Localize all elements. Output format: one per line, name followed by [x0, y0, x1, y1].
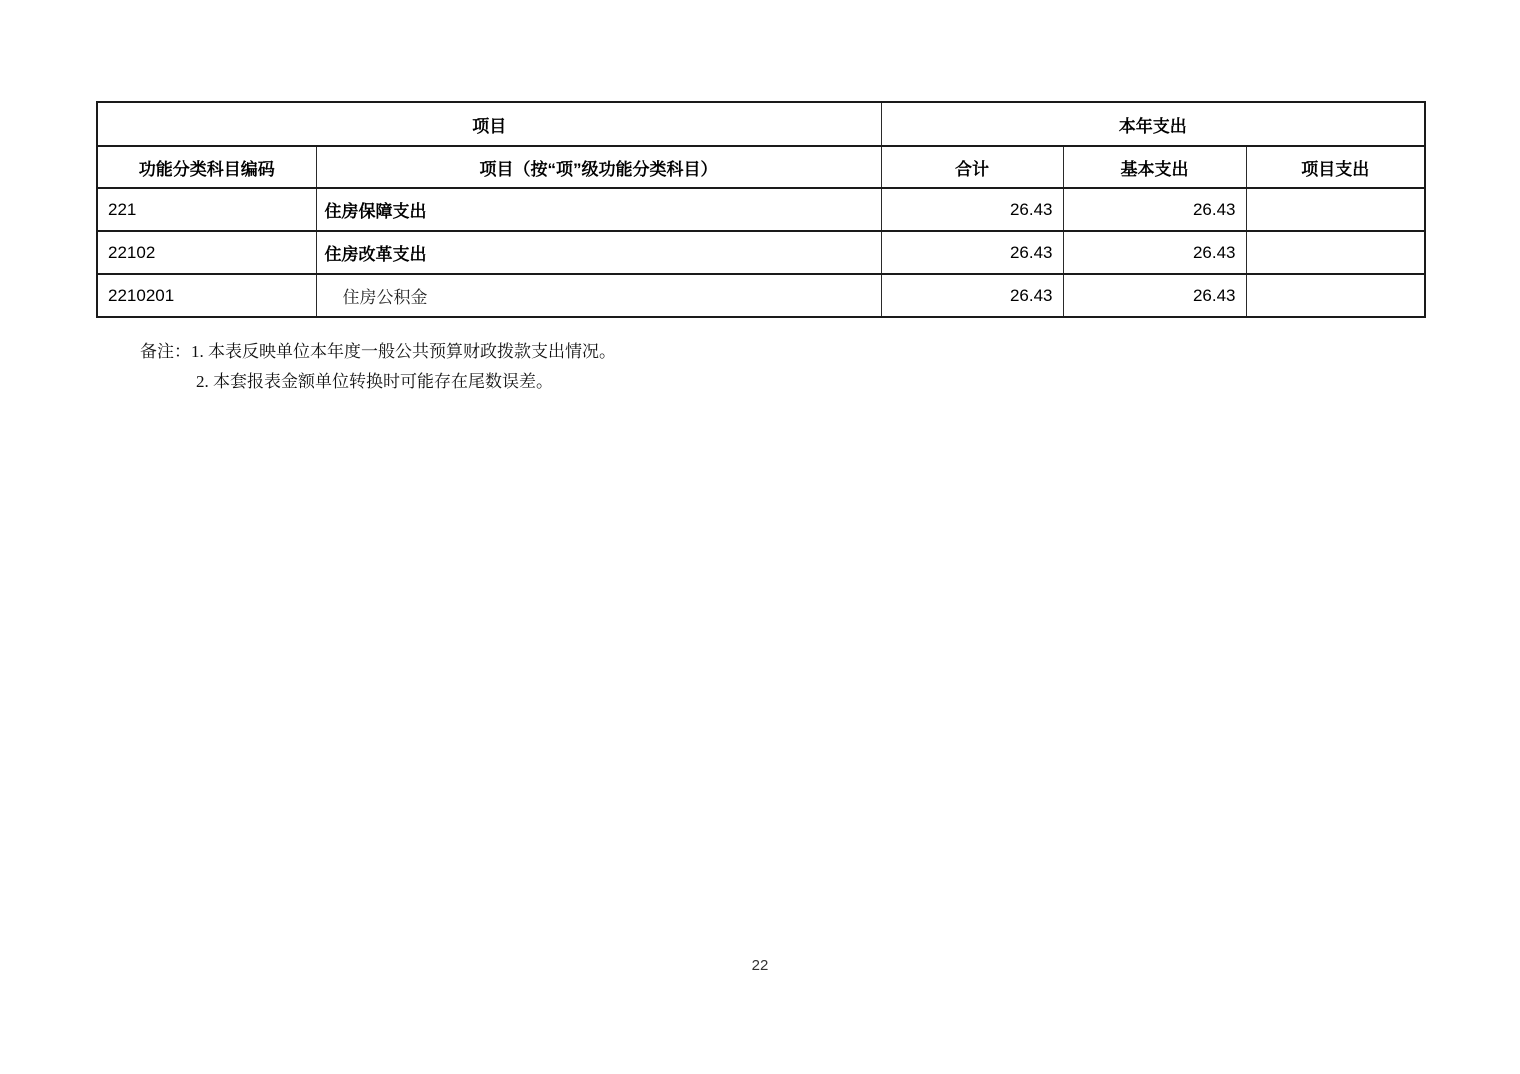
- table-row: [97, 188, 1425, 231]
- budget-expenditure-table: [96, 101, 1426, 318]
- row-total: 26.43: [881, 188, 1063, 231]
- row-project-exp: [1246, 188, 1425, 231]
- table-header-group-row: [97, 102, 1425, 146]
- table-row: [97, 274, 1425, 317]
- notes-label: 备注：: [140, 342, 191, 361]
- note-line-2: [140, 367, 616, 397]
- row-code: 2210201: [97, 274, 316, 317]
- row-code: 221: [97, 188, 316, 231]
- header-function-code: 功能分类科目编码: [97, 146, 316, 188]
- notes-block: [140, 337, 616, 397]
- header-project-group: 项目: [97, 102, 881, 146]
- header-current-year-group: 本年支出: [881, 102, 1425, 146]
- note-item-2: 2. 本套报表金额单位转换时可能存在尾数误差。: [196, 372, 553, 391]
- header-project-expenditure: 项目支出: [1246, 146, 1425, 188]
- table-header-row: [97, 146, 1425, 188]
- row-total: 26.43: [881, 274, 1063, 317]
- header-project-name: 项目（按“项”级功能分类科目）: [316, 146, 881, 188]
- row-name: 住房公积金: [316, 274, 881, 317]
- row-name: 住房保障支出: [316, 188, 881, 231]
- row-basic: 26.43: [1063, 188, 1246, 231]
- row-project-exp: [1246, 274, 1425, 317]
- table-row: [97, 231, 1425, 274]
- header-total: 合计: [881, 146, 1063, 188]
- row-name: 住房改革支出: [316, 231, 881, 274]
- row-project-exp: [1246, 231, 1425, 274]
- note-item-1: 1. 本表反映单位本年度一般公共预算财政拨款支出情况。: [191, 342, 616, 361]
- header-basic-expenditure: 基本支出: [1063, 146, 1246, 188]
- row-basic: 26.43: [1063, 274, 1246, 317]
- page-number: 22: [751, 957, 769, 974]
- row-code: 22102: [97, 231, 316, 274]
- row-basic: 26.43: [1063, 231, 1246, 274]
- note-line-1: [140, 337, 616, 367]
- row-total: 26.43: [881, 231, 1063, 274]
